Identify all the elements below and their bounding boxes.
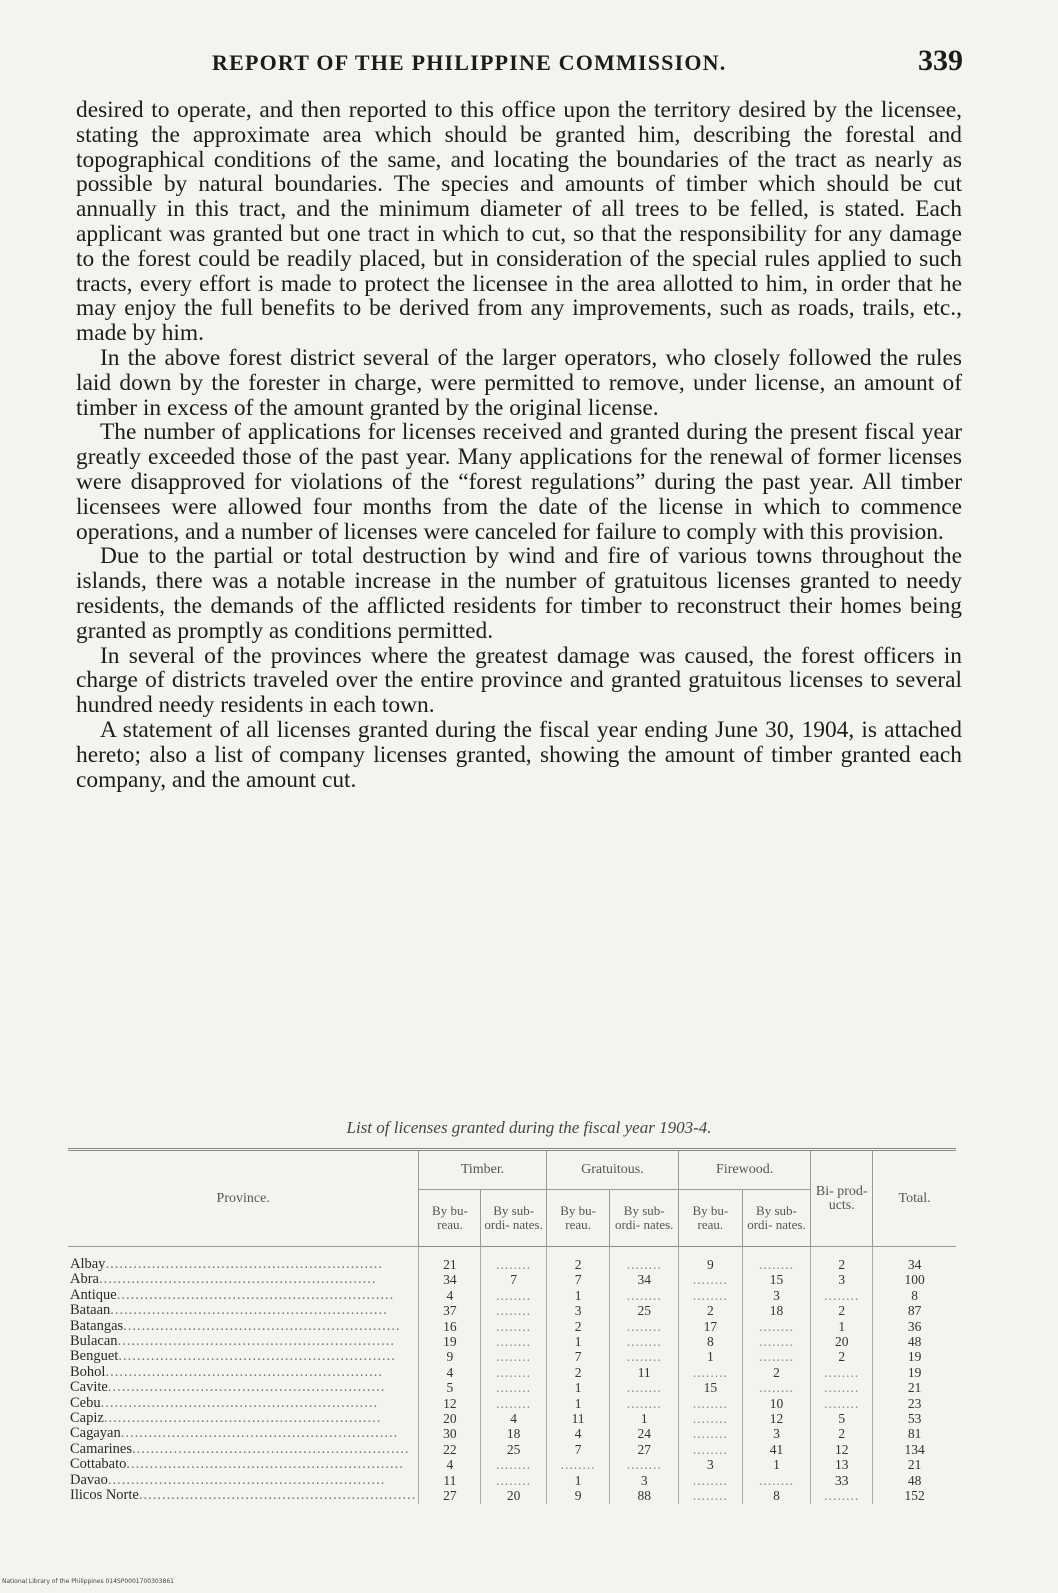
value-cell: 4: [481, 1411, 546, 1426]
value-cell: 36: [873, 1319, 956, 1334]
dot-leader: ............................................................: [123, 1318, 401, 1334]
province-name: Benguet: [70, 1349, 119, 1365]
value-cell: 21: [873, 1457, 956, 1472]
value-cell: 11: [610, 1365, 679, 1380]
header-timber: Timber.: [419, 1150, 546, 1190]
value-cell: 2: [811, 1349, 873, 1364]
value-cell: ........: [610, 1288, 679, 1303]
dot-leader: ............................................................: [107, 1472, 386, 1488]
value-cell: ........: [610, 1334, 679, 1349]
value-cell: ........: [742, 1380, 811, 1395]
value-cell: 5: [811, 1411, 873, 1426]
province-cell: [68, 1396, 419, 1411]
value-cell: 3: [742, 1426, 811, 1441]
value-cell: 1: [679, 1349, 743, 1364]
value-cell: ........: [679, 1442, 743, 1457]
value-cell: 100: [873, 1272, 956, 1287]
value-cell: 18: [481, 1426, 546, 1441]
value-cell: 2: [811, 1426, 873, 1441]
value-cell: ........: [679, 1272, 743, 1287]
value-cell: 3: [811, 1272, 873, 1287]
value-cell: ........: [679, 1288, 743, 1303]
dot-leader: ............................................................: [105, 1256, 383, 1272]
table-row: [68, 1288, 956, 1303]
table-caption: List of licenses granted during the fiscal year 1903-4.: [346, 1118, 712, 1137]
value-cell: 12: [811, 1442, 873, 1457]
province-name: Bataan: [70, 1303, 111, 1319]
value-cell: 20: [481, 1488, 546, 1503]
value-cell: ........: [742, 1319, 811, 1334]
province-name: Camarines: [70, 1441, 133, 1457]
table-row: [68, 1426, 956, 1441]
province-name: Batangas: [70, 1318, 124, 1334]
value-cell: 1: [546, 1334, 610, 1349]
value-cell: 27: [419, 1488, 481, 1503]
table-row: [68, 1411, 956, 1426]
province-name: Ilicos Norte: [70, 1488, 139, 1504]
header-gratuitous-bureau: By bu- reau.: [546, 1190, 610, 1247]
table-body: [68, 1247, 956, 1504]
value-cell: 34: [419, 1272, 481, 1287]
value-cell: ........: [481, 1473, 546, 1488]
header-firewood: Firewood.: [679, 1150, 811, 1190]
value-cell: 34: [873, 1247, 956, 1273]
value-cell: 48: [873, 1334, 956, 1349]
value-cell: ........: [481, 1365, 546, 1380]
value-cell: 19: [419, 1334, 481, 1349]
dot-leader: ............................................................: [99, 1272, 377, 1288]
value-cell: 7: [546, 1349, 610, 1364]
value-cell: 16: [419, 1319, 481, 1334]
value-cell: 1: [546, 1380, 610, 1395]
value-cell: 3: [610, 1473, 679, 1488]
value-cell: ........: [546, 1457, 610, 1472]
value-cell: ........: [481, 1247, 546, 1273]
value-cell: 4: [546, 1426, 610, 1441]
value-cell: 21: [419, 1247, 481, 1273]
value-cell: 152: [873, 1488, 956, 1503]
value-cell: 2: [546, 1319, 610, 1334]
province-cell: [68, 1426, 419, 1441]
province-cell: [68, 1303, 419, 1318]
value-cell: ........: [811, 1380, 873, 1395]
province-cell: [68, 1334, 419, 1349]
dot-leader: ............................................................: [132, 1441, 410, 1457]
value-cell: 20: [419, 1411, 481, 1426]
value-cell: ........: [481, 1288, 546, 1303]
value-cell: 41: [742, 1442, 811, 1457]
value-cell: ........: [481, 1380, 546, 1395]
value-cell: 7: [546, 1272, 610, 1287]
value-cell: 37: [419, 1303, 481, 1318]
province-name: Cavite: [70, 1380, 108, 1396]
value-cell: ........: [481, 1319, 546, 1334]
table-row: [68, 1473, 956, 1488]
value-cell: 15: [742, 1272, 811, 1287]
value-cell: ........: [610, 1396, 679, 1411]
value-cell: 3: [742, 1288, 811, 1303]
value-cell: 1: [546, 1473, 610, 1488]
province-name: Capiz: [70, 1411, 104, 1427]
value-cell: ........: [481, 1349, 546, 1364]
value-cell: 19: [873, 1349, 956, 1364]
value-cell: 88: [610, 1488, 679, 1503]
dot-leader: ............................................................: [126, 1457, 404, 1473]
province-cell: [68, 1457, 419, 1472]
value-cell: 25: [481, 1442, 546, 1457]
value-cell: 20: [811, 1334, 873, 1349]
dot-leader: ............................................................: [116, 1287, 395, 1303]
value-cell: 27: [610, 1442, 679, 1457]
table-row: [68, 1396, 956, 1411]
dot-leader: ............................................................: [107, 1380, 386, 1396]
province-cell: [68, 1319, 419, 1334]
paragraph: A statement of all licenses granted during the fiscal year ending June 30, 1904, is attached hereto; also a list of company licenses granted, showing the amount of timber granted each company, and the amount cut.: [76, 716, 962, 793]
value-cell: 4: [419, 1288, 481, 1303]
value-cell: ........: [610, 1349, 679, 1364]
header-timber-subordinates: By sub- ordi- nates.: [481, 1190, 546, 1247]
table-row: [68, 1488, 956, 1503]
table-row: [68, 1349, 956, 1364]
value-cell: ........: [679, 1411, 743, 1426]
province-cell: [68, 1411, 419, 1426]
value-cell: 7: [546, 1442, 610, 1457]
header-province: Province.: [68, 1150, 419, 1247]
value-cell: ........: [481, 1396, 546, 1411]
value-cell: 9: [546, 1488, 610, 1503]
table-row: [68, 1319, 956, 1334]
dot-leader: ............................................................: [100, 1395, 379, 1411]
value-cell: ........: [610, 1247, 679, 1273]
paragraph: In several of the provinces where the greatest damage was caused, the forest officers in charge of districts traveled over the entire province and granted gratuitous licenses to several hundred needy residents in each town.: [76, 642, 962, 719]
table-row: [68, 1457, 956, 1472]
value-cell: ........: [679, 1473, 743, 1488]
province-name: Bulacan: [70, 1334, 118, 1350]
value-cell: 11: [546, 1411, 610, 1426]
value-cell: 4: [419, 1457, 481, 1472]
table-row: [68, 1380, 956, 1395]
value-cell: 34: [610, 1272, 679, 1287]
province-name: Bohol: [70, 1364, 106, 1380]
dot-leader: ............................................................: [103, 1411, 382, 1427]
value-cell: 13: [811, 1457, 873, 1472]
value-cell: 2: [679, 1303, 743, 1318]
value-cell: ........: [679, 1365, 743, 1380]
table-row: [68, 1247, 956, 1273]
value-cell: ........: [610, 1457, 679, 1472]
header-timber-bureau: By bu- reau.: [419, 1190, 481, 1247]
value-cell: 2: [546, 1365, 610, 1380]
value-cell: 15: [679, 1380, 743, 1395]
licenses-table: [68, 1148, 956, 1504]
value-cell: ........: [742, 1473, 811, 1488]
province-cell: [68, 1473, 419, 1488]
page-number: 339: [918, 44, 963, 77]
header-total: Total.: [873, 1150, 956, 1247]
province-cell: [68, 1288, 419, 1303]
paragraph: desired to operate, and then reported to this office upon the territory desired by the licensee, stating the approximate area which should be granted him, describing the forestal and topographical conditions of the same, and locating the boundaries of the tract as nearly as possible by natural boundaries. The species and amounts of timber which should be cut annually in this tract, and the minimum diameter of all trees to be felled, is stated. Each applicant was granted but one tract in which to cut, so that the responsibility for any damage to the forest could be readily placed, but in consideration of the special rules applied to such tracts, every effort is made to protect the licensee in the area allotted to him, in order that he may enjoy the full benefits to be derived from any improvements, such as roads, trails, etc., made by him.: [76, 97, 962, 347]
value-cell: 4: [419, 1365, 481, 1380]
value-cell: 19: [873, 1365, 956, 1380]
paragraph: The number of applications for licenses received and granted during the present fiscal year greatly exceeded those of the past year. Many applications for the renewal of former licenses were disapproved for violations of the “forest regulations” during the past year. All timber licensees were allowed four months from the date of the license in which to commence operations, and a number of licenses were canceled for failure to comply with this provision.: [76, 419, 962, 545]
value-cell: 18: [742, 1303, 811, 1318]
value-cell: 25: [610, 1303, 679, 1318]
province-cell: [68, 1349, 419, 1364]
footer-credit: National Library of the Philippines 014SP0001700303861: [2, 1578, 174, 1585]
value-cell: 7: [481, 1272, 546, 1287]
value-cell: 17: [679, 1319, 743, 1334]
province-cell: [68, 1365, 419, 1380]
value-cell: ........: [679, 1488, 743, 1503]
table-row: [68, 1365, 956, 1380]
value-cell: 2: [546, 1247, 610, 1273]
value-cell: ........: [679, 1396, 743, 1411]
value-cell: ........: [811, 1365, 873, 1380]
dot-leader: ............................................................: [118, 1349, 396, 1365]
province-name: Antique: [70, 1287, 117, 1303]
province-name: Abra: [70, 1272, 99, 1288]
value-cell: ........: [811, 1396, 873, 1411]
header-firewood-bureau: By bu- reau.: [679, 1190, 743, 1247]
header-gratuitous-subordinates: By sub- ordi- nates.: [610, 1190, 679, 1247]
dot-leader: ............................................................: [120, 1426, 399, 1442]
value-cell: ........: [610, 1380, 679, 1395]
value-cell: ........: [679, 1426, 743, 1441]
value-cell: ........: [811, 1488, 873, 1503]
paragraph: In the above forest district several of the larger operators, who closely followed the rules laid down by the forester in charge, were permitted to remove, under license, an amount of timber in excess of the amount granted by the original license.: [76, 344, 962, 421]
value-cell: 1: [742, 1457, 811, 1472]
value-cell: 48: [873, 1473, 956, 1488]
province-name: Cagayan: [70, 1426, 121, 1442]
province-name: Albay: [70, 1256, 106, 1272]
header-firewood-subordinates: By sub- ordi- nates.: [742, 1190, 811, 1247]
table-row: [68, 1442, 956, 1457]
value-cell: 3: [546, 1303, 610, 1318]
province-cell: [68, 1272, 419, 1287]
value-cell: 12: [419, 1396, 481, 1411]
value-cell: 10: [742, 1396, 811, 1411]
value-cell: 30: [419, 1426, 481, 1441]
value-cell: 8: [742, 1488, 811, 1503]
province-name: Cottabato: [70, 1457, 127, 1473]
province-name: Cebu: [70, 1395, 101, 1411]
value-cell: ........: [742, 1247, 811, 1273]
value-cell: 2: [742, 1365, 811, 1380]
province-name: Davao: [70, 1472, 108, 1488]
value-cell: ........: [481, 1457, 546, 1472]
value-cell: ........: [811, 1288, 873, 1303]
value-cell: 1: [811, 1319, 873, 1334]
province-cell: [68, 1380, 419, 1395]
value-cell: 22: [419, 1442, 481, 1457]
value-cell: ........: [481, 1303, 546, 1318]
value-cell: 2: [811, 1303, 873, 1318]
province-cell: [68, 1247, 419, 1273]
value-cell: 33: [811, 1473, 873, 1488]
dot-leader: ............................................................: [110, 1303, 388, 1319]
table-row: [68, 1334, 956, 1349]
value-cell: ........: [481, 1334, 546, 1349]
value-cell: 21: [873, 1380, 956, 1395]
value-cell: 134: [873, 1442, 956, 1457]
table-row: [68, 1272, 956, 1287]
value-cell: ........: [742, 1349, 811, 1364]
dot-leader: ............................................................: [138, 1488, 417, 1504]
value-cell: 87: [873, 1303, 956, 1318]
value-cell: 8: [873, 1288, 956, 1303]
header-gratuitous: Gratuitous.: [546, 1150, 678, 1190]
table-row: [68, 1303, 956, 1318]
value-cell: 24: [610, 1426, 679, 1441]
value-cell: 12: [742, 1411, 811, 1426]
value-cell: 1: [546, 1396, 610, 1411]
value-cell: 1: [546, 1288, 610, 1303]
value-cell: ........: [610, 1319, 679, 1334]
value-cell: ........: [742, 1334, 811, 1349]
body-text: [76, 98, 962, 792]
value-cell: 1: [610, 1411, 679, 1426]
paragraph: Due to the partial or total destruction by wind and fire of various towns throughout the islands, there was a notable increase in the number of gratuitous licenses granted to needy residents, the demands of the afflicted residents for timber to reconstruct their homes being granted as promptly as conditions permitted.: [76, 543, 962, 644]
value-cell: 3: [679, 1457, 743, 1472]
value-cell: 5: [419, 1380, 481, 1395]
dot-leader: ............................................................: [117, 1334, 396, 1350]
value-cell: 81: [873, 1426, 956, 1441]
header-biproducts: Bi- prod- ucts.: [811, 1150, 873, 1247]
dot-leader: ............................................................: [105, 1364, 383, 1380]
value-cell: 11: [419, 1473, 481, 1488]
value-cell: 53: [873, 1411, 956, 1426]
province-cell: [68, 1488, 419, 1503]
value-cell: 9: [679, 1247, 743, 1273]
page-header: [0, 44, 1058, 84]
province-cell: [68, 1442, 419, 1457]
running-title: REPORT OF THE PHILIPPINE COMMISSION.: [212, 50, 727, 75]
value-cell: 8: [679, 1334, 743, 1349]
value-cell: 9: [419, 1349, 481, 1364]
value-cell: 23: [873, 1396, 956, 1411]
value-cell: 2: [811, 1247, 873, 1273]
